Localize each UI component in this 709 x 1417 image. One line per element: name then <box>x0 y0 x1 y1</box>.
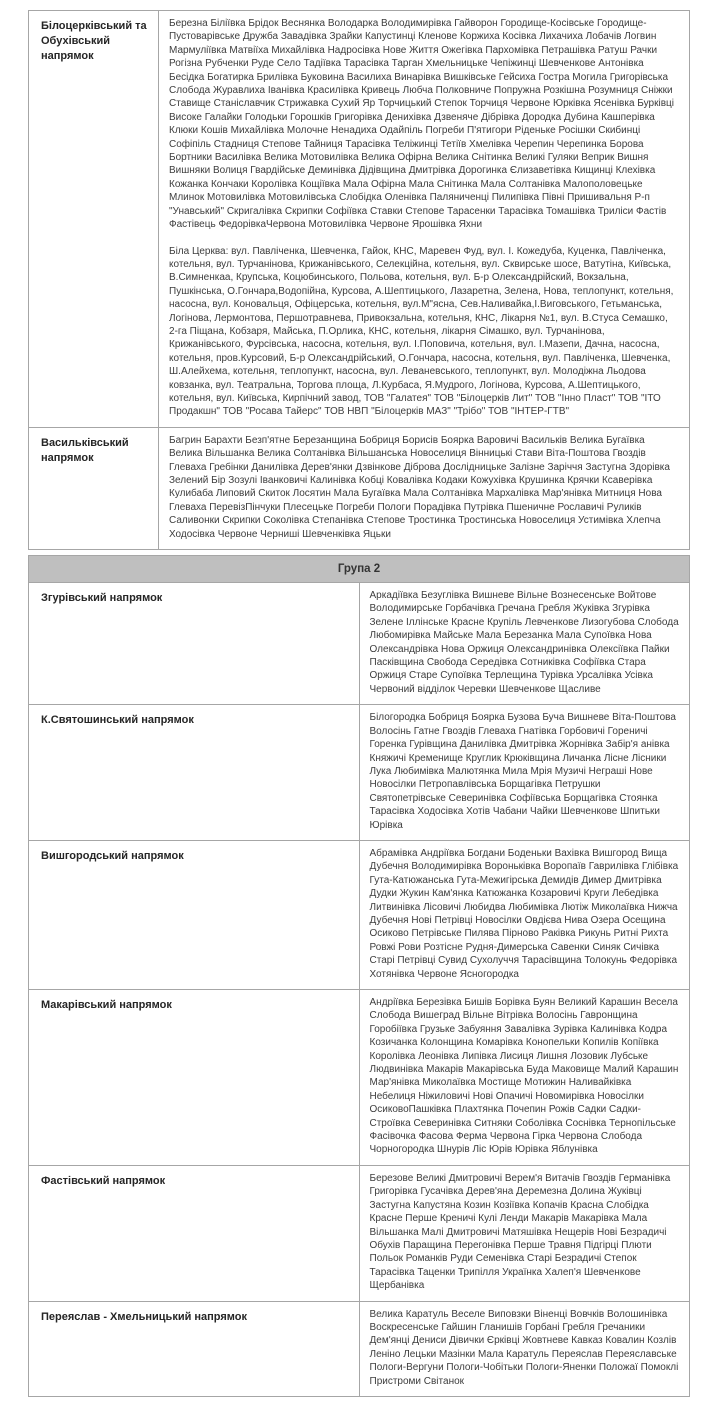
settlement-list-cell <box>359 1165 690 1301</box>
settlement-list-cell <box>359 990 690 1166</box>
table-row <box>29 583 690 705</box>
direction-label-vasylkivskyi: Васильківський напрямок <box>29 427 159 549</box>
street-list: Біла Церква: вул. Павліченка, Шевченка, Гайок, КНС, Маревен Фуд, вул. І. Кожедуба, Куценка, Павліченка, котельня, вул. Турчанінова, Крижанівського, Селекційна, котельня, вул. Сквирське шосе, Ватутіна, Київська, В.Симненкаа, Крупська, Коцюбинського, Польова, котельня, вул. Б-р Олександрійский, Вокзальна, Пушкінська, О.Гончара,Водопійна, Курсова, А.Шептицького, Лазаретна, Зелена, Нова, теплопункт, котельня, насосна, вул. Коновальця, Офіцерська, котельня, вул.М"ясна, Сев.Наливайка,І.Виговського, Гетьманська, Логінова, Лермонтова, Першотравнева, Привокзальна, котельня, КНС, Лікарня №1, вул. В.Стуса Семашко, 2-га Піщана, Кобзаря, Майська, П.Орлика, КНС, котельня, лікарня Сімашко, вул. Турчанінова, Крижанівського, Фурсівська, насосна, котельня, вул. І.Поповича, котельня, вул. І.Мазепи, Дачна, насосна, котельня, пров.Курсовий, Б-р Олександрійський, О.Гончара, насосна, котельня, вул. Павліченка, Шевченка, Ш.Алейхема, котельня, теплопункт, насосна, вул. Леваневського, теплопункт, вул. Молодіжна Льодова ковзанка, вул. Театральна, Торгова площа, Л.Курбаса, Я.Мудрого, Логінова, Курсова, А.Шептицького, котельня, вул. Київська, Кирпічний завод, ТОВ "Галатея" ТОВ "Білоцерків Лит" ТОВ "Інно Пласт" ТОВ "ІТО Продакшн" ТОВ "Росава Тайерс" ТОВ НВП "Білоцерків МАЗ" "Трібо" ТОВ "ІНТЕР-ГТВ" <box>169 245 674 418</box>
settlement-list-cell <box>359 583 690 705</box>
settlement-list-cell <box>359 840 690 989</box>
group1-table <box>28 10 690 550</box>
table-row <box>29 11 690 428</box>
settlement-list-cell <box>359 1301 690 1396</box>
table-row <box>29 840 690 989</box>
settlement-list: Абрамівка Андріївка Богдани Боденьки Вахівка Вишгород Вища Дубечня Володимирівка Вороньківка Воропаїв Гаврилівка Глібівка Гута-Катюжанська Гута-Межигірська Демидів Димер Дмитрівка Дудки Жукин Кам'янка Катюжанка Козаровичі Круги Лебедівка Литвинівка Лісовичі Любидва Любимівка Лютіж Миколаївка Нижча Дубечня Нові Петрівці Новосілки Овдієва Нива Озера Осещина Осиково Петрівське Пилява Пірново Раківка Рикунь Ритні Рихта Ровжі Рови Розтісне Рудня-Димерська Савенки Синяк Сичівка Старі Петрівці Сувид Сухолуччя Тарасівщина Толокунь Федорівка Хотянівка Червоне Ясногородка <box>369 847 679 980</box>
table-row <box>29 705 690 841</box>
table-row <box>29 427 690 549</box>
table-row <box>29 1301 690 1396</box>
direction-label-makarivskyi: Макарівський напрямок <box>29 990 360 1166</box>
direction-label-zghurivskyi: Згурівський напрямок <box>29 583 360 705</box>
group2-table <box>28 555 690 1397</box>
direction-label-vyshhorodskyi: Вишгородський напрямок <box>29 840 360 989</box>
settlement-list: Березна Біліївка Брідок Веснянка Володарка Володимирівка Гайворон Городище-Косівське Городище-Пустоварівське Дружба Завадівка Зрайки Капустинці Кленове Коржиха Косівка Лихачиха Лобачів Логвин Мармуліївка Матвіїха Михайлівка Надросівка Нове Життя Ожегівка Пархомівка Петрашівка Ратуш Рачки Рогізна Рубченки Руде Село Тадіївка Тарасівка Тарган Хмельницьке Чепіжинці Шевченкове Антонівка Бесідка Богатирка Брилівка Буковина Василиха Винарівка Вишківське Гейсиха Гостра Могила Григорівська Слобода Журавлиха Іванівка Красилівка Кривець Любча Полковниче Попружна Розкішна Розумниця Сніжки Ставище Станіславчик Стрижавка Сухий Яр Торчицький Степок Торчиця Червоне Юрківка Ясенівка Бурківці Високе Галайки Голодьки Горошків Григорівка Денихівка Дзвеняче Дібрівка Дородка Дубина Кашперівка Клюки Кошів Михайлівка Молочне Ненадиха Одайпіль Погреби П'ятигори Ріденьке Росішки Скибинці Софіпіль Стадниця Степове Тайниця Тарасівка Теліжинці Тетіїв Хмелівка Черепин Черепинка Борова Бортники Василівка Велика Мотовилівка Велика Офірна Велика Снітинка Великі Гуляки Веприк Вишня Вишняки Волиця Гвардійське Деминівка Дідівщина Дмитрівка Дорогинка Єлизаветівка Кищинці Клехівка Кожанка Кончаки Королівка Кощіївка Мала Офірна Мала Снітинка Мала Солтанівка Малополовецьке Млинок Мотовилівка Мотовилівська Слобідка Оленівка Паляниченці Пилипівка Півні Пришивальня Р-п "Унавський" Скригалівка Скрипки Софіївка Ставки Степове Тарасенки Тарасівка Томашівка Триліси Фастів Фастівець ФедорівкаЧервона Мотовилівка Червоне Ярошівка Яхни <box>169 18 674 231</box>
direction-label-fastivskyi: Фастівський напрямок <box>29 1165 360 1301</box>
direction-label-sviatoshynskyi: К.Святошинський напрямок <box>29 705 360 841</box>
settlement-list: Білогородка Бобриця Боярка Бузова Буча Вишневе Віта-Поштова Волосінь Гатне Гвоздів Глеваха Гнатівка Горбовичі Гореничі Горенка Гурівщина Данилівка Дмитрівка Жорнівка Забір'я анівка Княжичі Кременище Круглик Крюківщина Личанка Лісне Лісники Лука Любимівка Малютянка Мила Мрія Музичі Неграші Нове Новосілки Петропавлівська Борщагівка Петрушки Святопетрівське Северинівка Софіївська Борщагівка Стоянка Тарасівка Ходосівка Хотів Чабани Чайки Шевченкове Шпитьки Юрівка <box>369 712 676 831</box>
settlement-list: Аркадіївка Безуглівка Вишневе Вільне Вознесенське Войтове Володимирське Горбачівка Гречана Гребля Жуківка Згурівка Зелене Іллінське Красне Крупіль Левченкове Лизогубова Слобода Любомирівка Майське Мала Березанка Мала Супоївка Нова Олександрівка Нова Оржиця Олександринівка Олексіївка Пайки Пасківщина Свобода Середівка Сотниківка Софіївка Стара Оржиця Старе Супоївка Терлещина Турівка Урсалівка Усівка Червоний відділок Черевки Шевченкове Щасливе <box>369 590 679 695</box>
settlement-list: Багрин Барахти Безп'ятне Березанщина Бобриця Борисів Боярка Варовичі Васильків Велика Бугаївка Велика Вільшанка Велика Солтанівка Вільшанська Новоселиця Вінницькі Стави Віта-Поштова Гвоздів Глеваха Гребінки Данилівка Дерев'янки Дзвінкове Діброва Дослідницьке Залізне Заріччя Застугна Здорівка Зелений Бір Зозулі Іванковичі Калинівка Кобці Ковалівка Кодаки Кожухівка Крушинка Крячки Ксаверівка Кулибаба Липовий Скиток Лосятин Мала Бугаївка Мала Солтанівка Мархалівка Мар'янівка Митниця Нова Глеваха ПеревізПінчуки Плесецьке Погреби Пологи Порадівка Путрівка Пшеничне Рославичі Руликів Саливонки Скрипки Соколівка Степанівка Степове Тростинка Тростинська Новоселиця Устимівка Хлепча Ходосівка Червоне Черниші Шевченківка Яцьки <box>169 434 670 540</box>
table-row <box>29 1165 690 1301</box>
table-row <box>29 990 690 1166</box>
settlement-list: Велика Каратуль Веселе Виповзки Віненці Вовчків Волошинівка Воскресенське Гайшин Гланишів Горбані Гребля Гречаники Дем'янці Дениси Дівички Єрківці Жовтневе Кавказ Ковалин Козлів Леніно Лецьки Мазінки Мала Каратуль Переяслав Переяславське Пологи-Вергуни Пологи-Чобітьки Пологи-Яненки Положаї Помоклі Пристроми Світанок <box>369 1308 679 1387</box>
settlement-list-cell <box>159 11 690 428</box>
settlement-list-cell <box>359 705 690 841</box>
settlement-list: Андріївка Березівка Бишів Борівка Буян Великий Карашин Весела Слобода Вишеград Вільне Вітрівка Волосінь Гавронщина Горобіївка Грузьке Забуяння Завалівка Зурівка Калинівка Кодра Козичанка Колонщина Комарівка Конопельки Копилів Копіївка Королівка Леонівка Липівка Лисиця Лишня Лозовик Лубське Людвинівка Макарів Макарівська Буда Маковище Малий Карашин Мар'янівка Миколаївка Мостище Мотижин Наливайківка Небелиця Ніжиловичі Нові Опачичі Новомирівка Новосілки ОсиковоПашківка Плахтянка Почепин Рожів Садки Садки-Строївка Северинівка Ситняки Соболівка Соснівка Тернопільське Фасівочка Фасова Ферма Червона Гірка Червона Слобода Чорногородка Шнурів Ліс Юрів Юрівка Яблунівка <box>369 997 679 1156</box>
settlement-list-cell <box>159 427 690 549</box>
direction-label-pereiaslav: Переяслав - Хмельницький напрямок <box>29 1301 360 1396</box>
settlement-list: Березове Великі Дмитровичі Верем'я Витачів Гвоздів Германівка Григорівка Гусачівка Дерев'яна Деремезна Долина Жуківці Застугна Капустяна Козин Козіївка Копачів Красна Слобідка Красне Перше Креничі Кулі Ленди Макарів Макарівка Мала Вільшанка Малі Дмитровичі Матяшівка Нещерів Нові Безрадичі Обухів Паращина Перегонівка Перше Травня Підгірці Плюти Польок Романків Руди Семенівка Старі Безрадичі Степок Тарасівка Таценки Трипілля Українка Халеп'я Шевченкове Щербанівка <box>369 1172 671 1292</box>
group2-header-row <box>29 556 690 583</box>
group2-header-title: Група 2 <box>29 556 690 583</box>
direction-label-bilotserkivskyi: Білоцерківський та Обухівський напрямок <box>29 11 159 428</box>
